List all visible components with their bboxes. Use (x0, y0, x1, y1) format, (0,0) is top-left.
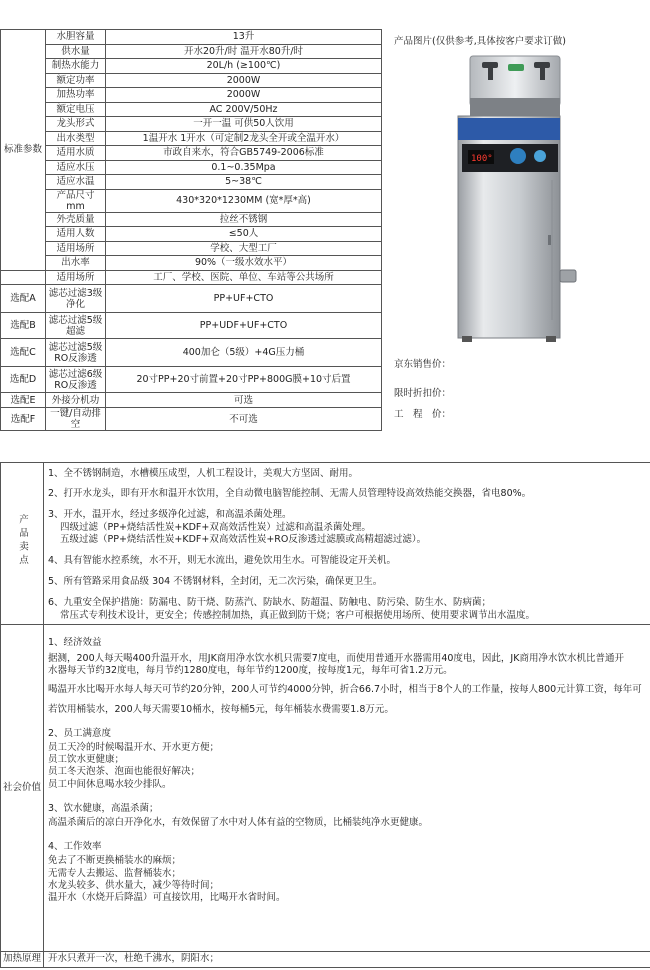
spec-value: 工厂、学校、医院、单位、车站等公共场所 (106, 270, 382, 285)
temperature-display: 100° (471, 154, 493, 164)
option-group: 选配F (1, 408, 46, 431)
option-row (1, 367, 382, 393)
option-label: 滤芯过滤3级净化 (46, 285, 106, 313)
heating-row (1, 951, 650, 967)
spec-label: 制热水能力 (46, 59, 106, 74)
option-value: 400加仑（5级）+4G压力桶 (106, 339, 382, 367)
spec-row (1, 256, 382, 271)
social-block-heading: 3、饮水健康，高温杀菌； (48, 802, 159, 814)
option-group: 选配B (1, 313, 46, 339)
social-gap (48, 791, 646, 803)
features-cell (44, 463, 650, 625)
spec-row (1, 270, 382, 285)
spec-group-empty (1, 270, 46, 285)
spec-label: 适应水压 (46, 160, 106, 175)
spec-row (1, 160, 382, 175)
spec-value: 市政自来水，符合GB5749-2006标准 (106, 146, 382, 161)
option-value: 不可选 (106, 408, 382, 431)
spec-row (1, 175, 382, 190)
spec-row (1, 117, 382, 132)
spec-value: AC 200V/50Hz (106, 102, 382, 117)
option-value: 可选 (106, 393, 382, 408)
option-value: 20寸PP+20寸前置+20寸PP+800G膜+10寸后置 (106, 367, 382, 393)
spec-value: 20L/h (≥100℃) (106, 59, 382, 74)
feature-item: 3、开水，温开水，经过多级净化过滤，和高温杀菌处理。 (48, 509, 292, 521)
option-group: 选配C (1, 339, 46, 367)
social-block-line: 水器每天节约32度电，每月节约1280度电，每年节约1200度，按每度1元，每年可省1.2万元。 (48, 665, 453, 677)
spec-value: 2000W (106, 88, 382, 103)
option-row (1, 408, 382, 431)
social-block-line: 员工饮水更健康； (48, 754, 125, 766)
spec-label: 出水率 (46, 256, 106, 271)
spec-label: 额定功率 (46, 73, 106, 88)
spec-value: 2000W (106, 73, 382, 88)
feature-item: 4、具有智能水控系统，水不开，则无水流出，避免饮用生水。可智能设定开关机。 (48, 555, 397, 567)
spec-value: 一开一温 可供50人饮用 (106, 117, 382, 132)
option-row (1, 313, 382, 339)
spec-value: 1温开水 1开水（可定制2龙头全开或全温开水） (106, 131, 382, 146)
spec-label: 额定电压 (46, 102, 106, 117)
spec-row (1, 189, 382, 212)
spec-value: 5~38℃ (106, 175, 382, 190)
option-row (1, 339, 382, 367)
social-block-line: 员工冬天泡茶、泡面也能很好解决； (48, 766, 201, 778)
social-block-heading: 1、经济效益 (48, 636, 102, 648)
option-group: 选配A (1, 285, 46, 313)
spec-value: 90%（一级水效水平） (106, 256, 382, 271)
spec-row (1, 227, 382, 242)
heating-label: 加热原理 (1, 951, 44, 967)
jd-price-label: 京东销售价： (394, 359, 452, 370)
spec-label: 产品尺寸mm (46, 189, 106, 212)
social-value-label: 社会价值 (1, 624, 44, 951)
spec-row (1, 73, 382, 88)
social-block-heading: 4、工作效率 (48, 841, 102, 853)
feature-item: 2、打开水龙头，即有开水和温开水饮用，全自动微电脑智能控制、无需人员管理特设高效热能交换器，省电80%。 (48, 488, 532, 500)
spec-label: 水胆容量 (46, 30, 106, 45)
bottom-table-container (0, 462, 650, 968)
spec-value: 拉丝不锈钢 (106, 212, 382, 227)
social-block-line: 员工天冷的时候喝温开水、开水更方便； (48, 742, 220, 754)
option-label: 外接分机功 (46, 393, 106, 408)
option-label: 滤芯过滤6级RO反渗透 (46, 367, 106, 393)
social-value-row (1, 624, 650, 951)
option-label: 滤芯过滤5级RO反渗透 (46, 339, 106, 367)
option-group: 选配E (1, 393, 46, 408)
feature-item: 6、九重安全保护措施：防漏电、防干烧、防蒸汽、防缺水、防超温、防触电、防污染、防生水、防病菌； (48, 597, 492, 609)
spec-group-label: 标准参数 (1, 30, 46, 271)
social-block-line: 若饮用桶装水，200人每天需要10桶水，按每桶5元，每年桶装水费需要1.8万元。 (48, 703, 394, 715)
spec-value: 0.1~0.35Mpa (106, 160, 382, 175)
spec-label: 适用水质 (46, 146, 106, 161)
social-gap (48, 716, 646, 728)
social-block-line: 喝温开水比喝开水每人每天可节约20分钟，200人可节约4000分钟，折合66.7小时，相当于8个人的工作量，按每人800元计算工资，每年可 (48, 684, 642, 696)
spec-label: 龙头形式 (46, 117, 106, 132)
product-image-caption: 产品图片(仅供参考,具体按客户要求订做) (394, 36, 566, 47)
spec-row (1, 212, 382, 227)
feature-item: 四级过滤（PP+烧结活性炭+KDF+双高效活性炭）过滤和高温杀菌处理。 (60, 521, 371, 533)
spec-row (1, 44, 382, 59)
option-value: PP+UDF+UF+CTO (106, 313, 382, 339)
spec-row (1, 88, 382, 103)
social-gap (48, 829, 646, 841)
engineering-price-label: 工 程 价： (394, 409, 452, 420)
spec-label: 外壳质量 (46, 212, 106, 227)
spec-label: 适应水温 (46, 175, 106, 190)
feature-item: 1、全不锈钢制造，水槽模压成型，人机工程设计，美观大方坚固、耐用。 (48, 468, 359, 479)
features-row (1, 463, 650, 625)
option-value: PP+UF+CTO (106, 285, 382, 313)
water-dispenser-illustration (440, 50, 580, 350)
heating-text: 开水只煮开一次，杜绝千沸水，阴阳水； (44, 951, 650, 967)
spec-row (1, 30, 382, 45)
spec-table-container (0, 29, 381, 431)
description-table (0, 462, 650, 968)
social-block-line: 员工中间休息喝水较少排队。 (48, 778, 172, 790)
spec-label: 适用场所 (46, 241, 106, 256)
option-row (1, 393, 382, 408)
social-block-line: 据测，200人每天喝400升温开水，用JK商用净水饮水机只需要7度电，而使用普通开水器需用40度电，因此，JK商用净水饮水机比普通开 (48, 653, 624, 665)
option-row (1, 285, 382, 313)
social-block-line: 高温杀菌后的凉白开净化水，有效保留了水中对人体有益的空物质，比桶装纯净水更健康。 (48, 817, 429, 829)
feature-item: 五级过滤（PP+烧结活性炭+KDF+双高效活性炭+RO反渗透过滤膜或高精超滤过滤）。 (60, 533, 427, 545)
social-block-line: 温开水（水烧开后降温）可直接饮用，比喝开水省时间。 (48, 892, 286, 904)
option-label: 滤芯过滤5级超滤 (46, 313, 106, 339)
features-label-cell (1, 463, 44, 625)
spec-value: 学校、大型工厂 (106, 241, 382, 256)
feature-item: 5、所有管路采用食品级 304 不锈钢材料，全封闭，无二次污染，确保更卫生。 (48, 576, 383, 588)
social-block-line: 无需专人去搬运、监督桶装水； (48, 867, 182, 879)
discount-price-label: 限时折扣价： (394, 388, 452, 399)
features-label: 产品卖点 (17, 514, 28, 569)
social-block-line: 免去了不断更换桶装水的麻烦； (48, 855, 182, 867)
spec-label: 出水类型 (46, 131, 106, 146)
spec-value: 13升 (106, 30, 382, 45)
spec-row (1, 59, 382, 74)
spec-label: 供水量 (46, 44, 106, 59)
spec-row (1, 102, 382, 117)
social-block-heading: 2、员工满意度 (48, 727, 112, 739)
social-value-cell (44, 624, 650, 951)
spec-value: 开水20升/时 温开水80升/时 (106, 44, 382, 59)
spec-value: 430*320*1230MM (宽*厚*高) (106, 189, 382, 212)
spec-label: 适用场所 (46, 270, 106, 285)
feature-item: 常压式专利技术设计，更安全；传感控制加热，真正做到防干烧；客户可根据使用场所、使用要求调节出水温度。 (60, 609, 536, 621)
spec-label: 加热功率 (46, 88, 106, 103)
option-label: 一键/自动排空 (46, 408, 106, 431)
spec-row (1, 241, 382, 256)
option-group: 选配D (1, 367, 46, 393)
spec-table (0, 29, 382, 431)
social-block-line: 水龙头较多、供水量大，减少等待时间； (48, 879, 220, 891)
spec-row (1, 131, 382, 146)
water-dispenser-image (440, 50, 580, 350)
spec-value: ≤50人 (106, 227, 382, 242)
spec-row (1, 146, 382, 161)
spec-label: 适用人数 (46, 227, 106, 242)
